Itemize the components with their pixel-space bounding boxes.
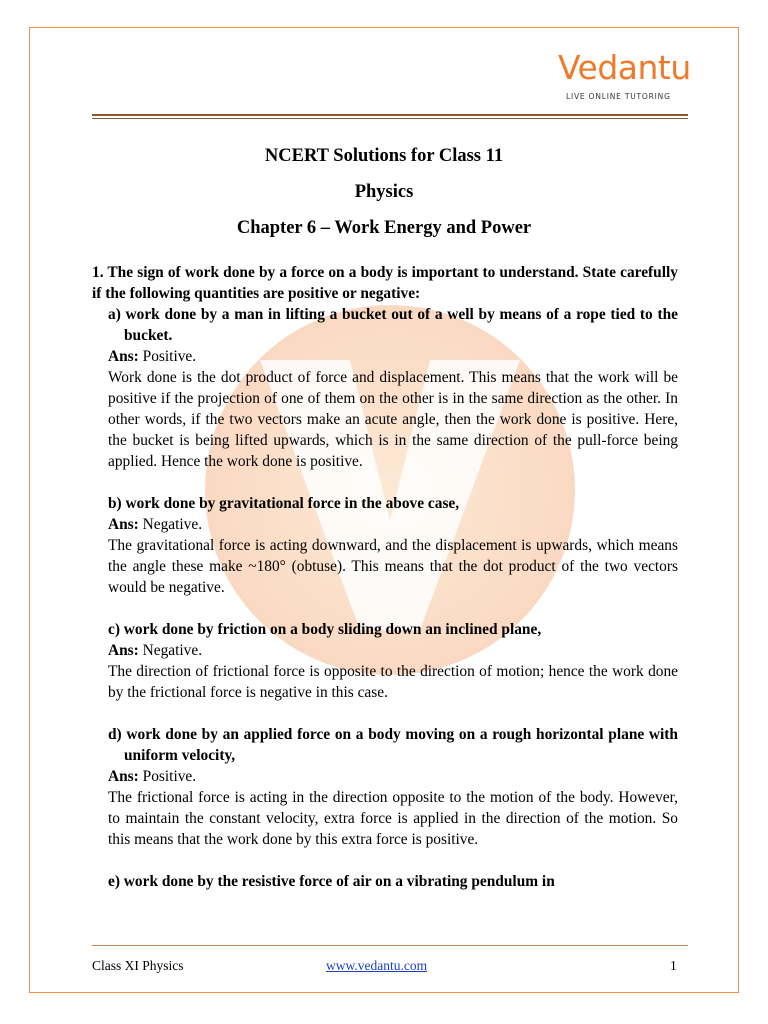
answer-value: Negative. — [138, 516, 203, 533]
sub-question-label: c) work done by friction on a body sliding down an inclined plane, — [108, 621, 542, 638]
header-rule-thick — [92, 114, 688, 116]
answer-value: Negative. — [138, 642, 203, 659]
page-title: NCERT Solutions for Class 11 — [264, 146, 504, 166]
header-rule-thin — [92, 118, 688, 119]
answer-label: Ans: — [108, 768, 139, 785]
sub-question-c — [108, 619, 678, 703]
answer-line — [108, 346, 678, 367]
sub-question-e — [108, 871, 678, 892]
logo-wordmark: Vedantu — [558, 48, 691, 87]
sub-question-d — [108, 724, 678, 850]
footer-class-label: Class XI Physics — [92, 958, 184, 973]
sub-question-label: b) work done by gravitational force in the above case, — [108, 495, 460, 512]
chapter-heading: Chapter 6 – Work Energy and Power — [236, 218, 532, 238]
subject-heading: Physics — [354, 182, 414, 202]
page-number: 1 — [670, 958, 677, 973]
answer-line — [108, 640, 678, 661]
answer-label: Ans: — [108, 642, 139, 659]
answer-explanation: The direction of frictional force is opposite to the direction of motion; hence the work done by the frictional force is negative in this case. — [108, 663, 678, 701]
logo-tagline: LIVE ONLINE TUTORING — [566, 92, 671, 101]
document-body — [92, 262, 678, 892]
footer-website-link[interactable]: www.vedantu.com — [326, 958, 428, 973]
answer-label: Ans: — [108, 348, 139, 365]
sub-question-label: e) work done by the resistive force of air on a vibrating pendulum in — [108, 873, 555, 890]
footer-rule — [92, 945, 688, 946]
answer-value: Positive. — [138, 348, 197, 365]
answer-explanation: The frictional force is acting in the direction opposite to the motion of the body. However, to maintain the constant velocity, extra force is applied in the direction of the motion. So this means that the work done by this extra force is positive. — [108, 789, 678, 848]
answer-label: Ans: — [108, 516, 139, 533]
sub-question-b — [108, 493, 678, 598]
sub-question-a — [108, 304, 678, 472]
sub-question-label: a) work done by a man in lifting a bucket out of a well by means of a rope tied to the bucket. — [108, 306, 678, 344]
answer-explanation: The gravitational force is acting downward, and the displacement is upwards, which means the angle these make ~180° (obtuse). This means that the dot product of the two vectors would be negative. — [108, 537, 678, 596]
answer-line — [108, 514, 678, 535]
sub-question-label: d) work done by an applied force on a body moving on a rough horizontal plane with uniform velocity, — [108, 726, 678, 764]
vedantu-logo[interactable] — [558, 48, 691, 102]
answer-explanation: Work done is the dot product of force and displacement. This means that the work will be positive if the projection of one of them on the other is in the same direction as the other. In other words, if the two vectors make an acute angle, then the work done is positive. Here, the bucket is being lifted upwards, which is in the same direction of the pull-force being applied. Hence the work done is positive. — [108, 369, 678, 470]
answer-value: Positive. — [138, 768, 197, 785]
question-text: 1. The sign of work done by a force on a body is important to understand. State carefully if the following quantities are positive or negative: — [92, 264, 678, 302]
answer-line — [108, 766, 678, 787]
